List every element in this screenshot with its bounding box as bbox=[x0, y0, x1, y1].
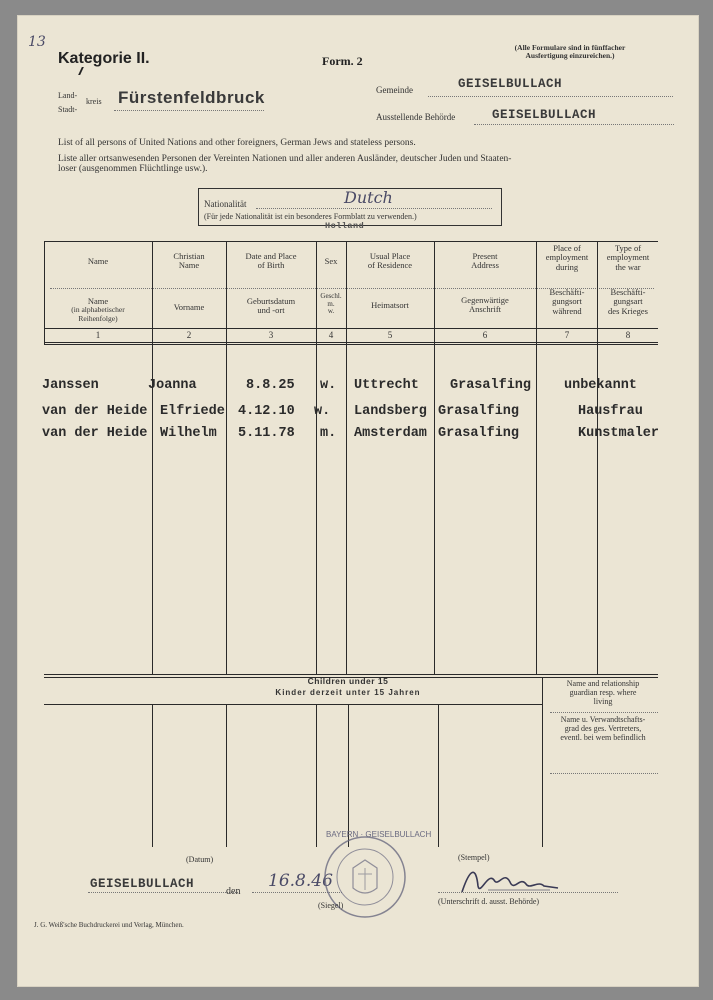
col-number-6: 6 bbox=[482, 330, 488, 340]
col-header-name-de: Name (in alphabetischer Reihenfolge) bbox=[71, 296, 125, 323]
col-line-0 bbox=[44, 241, 45, 344]
col-header-name-en: Name bbox=[87, 256, 109, 266]
kreis-dotted-line bbox=[114, 110, 264, 111]
children-heading-de: Kinder derzeit unter 15 Jahren bbox=[275, 688, 421, 697]
col-header-residence-de: Heimatsort bbox=[371, 300, 409, 310]
row-address: Grasalfing bbox=[438, 426, 520, 441]
child-col-line-1 bbox=[152, 704, 153, 847]
land-label: Land- bbox=[58, 91, 78, 100]
children-header-border bbox=[44, 704, 542, 705]
form-sheet bbox=[18, 16, 698, 986]
row-firstname: Elfriede bbox=[160, 404, 225, 419]
row-birth: 8.8.25 bbox=[246, 378, 295, 393]
col-header-address-en: Present Address bbox=[471, 251, 499, 271]
child-col-line-5 bbox=[438, 704, 439, 847]
col-header-address-de: Gegenwärtige Anschrift bbox=[461, 295, 509, 315]
col-line-2 bbox=[226, 241, 227, 674]
form-category-title: Kategorie II. bbox=[58, 50, 150, 67]
table-numbers-border bbox=[44, 342, 658, 343]
check-mark-icon bbox=[78, 67, 94, 75]
place-dotted-line bbox=[88, 892, 238, 893]
row-sex: m. bbox=[320, 426, 337, 441]
row-residence: Uttrecht bbox=[354, 378, 419, 393]
col-header-residence-en: Usual Place of Residence bbox=[367, 251, 413, 271]
col-header-birth-de: Geburtsdatum und -ort bbox=[246, 296, 296, 316]
stamp-label: (Stempel) bbox=[458, 853, 490, 862]
form-number: Form. 2 bbox=[322, 54, 363, 68]
table-top-border bbox=[44, 241, 658, 242]
signature-label: (Unterschrift d. ausst. Behörde) bbox=[438, 897, 540, 906]
gemeinde-value: GEISELBULLACH bbox=[458, 77, 563, 91]
guardian-dotted-line bbox=[550, 773, 658, 774]
guardian-header-de: Name u. Verwandtschafts- grad des ges. Vertreters, eventl. bei wem befindlich bbox=[560, 715, 646, 742]
date-label: (Datum) bbox=[186, 855, 214, 864]
col-header-worktype-de: Beschäfti- gungsart des Krieges bbox=[608, 287, 648, 316]
col-line-6 bbox=[536, 241, 537, 674]
col-header-birth-en: Date and Place of Birth bbox=[245, 251, 297, 271]
child-col-line-3 bbox=[316, 704, 317, 847]
col-header-workplace-en: Place of employment during bbox=[545, 243, 589, 272]
stadt-label: Stadt- bbox=[58, 105, 78, 114]
seal-label: (Siegel) bbox=[318, 901, 344, 910]
row-occupation: unbekannt bbox=[564, 378, 637, 393]
col-number-1: 1 bbox=[95, 330, 101, 340]
col-number-3: 3 bbox=[268, 330, 274, 340]
row-occupation: Hausfrau bbox=[578, 404, 643, 419]
col-line-3 bbox=[316, 241, 317, 674]
col-header-sex-en: Sex bbox=[324, 256, 338, 266]
row-name: Janssen bbox=[42, 378, 99, 393]
child-col-line-4 bbox=[348, 704, 349, 847]
place-signed: GEISELBULLACH bbox=[90, 877, 195, 891]
den-label: den bbox=[226, 886, 241, 897]
guardian-divider bbox=[550, 712, 658, 713]
nationality-dotted-line bbox=[256, 208, 492, 209]
guardian-header-en: Name and relationship guardian resp. where living bbox=[566, 679, 640, 706]
signature-dotted-line bbox=[438, 892, 618, 893]
col-header-firstname-en: Christian Name bbox=[173, 251, 205, 271]
intro-english: List of all persons of United Nations and other foreigners, German Jews and stateless persons. bbox=[58, 138, 416, 148]
margin-note: 13 bbox=[28, 34, 46, 50]
nationality-handwritten: Dutch bbox=[344, 188, 393, 207]
row-birth: 5.11.78 bbox=[238, 426, 295, 441]
date-signed: 16.8.46 bbox=[268, 871, 333, 891]
row-name: van der Heide bbox=[42, 426, 148, 441]
row-name: van der Heide bbox=[42, 404, 148, 419]
row-address: Grasalfing bbox=[450, 378, 532, 393]
children-heading-en: Children under 15 bbox=[307, 676, 389, 686]
col-line-4 bbox=[346, 241, 347, 674]
table-header-border bbox=[44, 328, 658, 329]
col-header-worktype-en: Type of employment the war bbox=[606, 243, 650, 272]
col-number-5: 5 bbox=[387, 330, 393, 340]
kreis-value: Fürstenfeldbruck bbox=[118, 88, 265, 107]
row-residence: Landsberg bbox=[354, 404, 427, 419]
gemeinde-dotted-line bbox=[428, 96, 673, 97]
behoerde-dotted-line bbox=[474, 124, 674, 125]
col-header-firstname-de: Vorname bbox=[173, 302, 205, 312]
behoerde-label: Ausstellende Behörde bbox=[376, 112, 456, 122]
seal-text: BAYERN · GEISELBULLACH bbox=[326, 830, 432, 839]
col-number-2: 2 bbox=[186, 330, 192, 340]
row-firstname: Wilhelm bbox=[160, 426, 217, 441]
kreis-label: kreis bbox=[86, 97, 102, 106]
row-occupation: Kunstmaler bbox=[578, 426, 660, 441]
printer-imprint: J. G. Weiß'sche Buchdruckerei und Verlag, München. bbox=[34, 921, 184, 929]
col-number-7: 7 bbox=[564, 330, 570, 340]
table-bottom-border bbox=[44, 674, 658, 675]
col-line-5 bbox=[434, 241, 435, 674]
gemeinde-label: Gemeinde bbox=[376, 85, 413, 95]
row-sex: w. bbox=[314, 404, 331, 419]
child-col-line-2 bbox=[226, 704, 227, 847]
behoerde-value: GEISELBULLACH bbox=[492, 108, 597, 122]
table-numbers-border-double bbox=[44, 344, 658, 345]
intro-german: Liste aller ortsanwesenden Personen der Vereinten Nationen und aller anderen Ausländer, deutscher Juden und Staaten- loser (ausgenommen Flüchtlinge usw.). bbox=[58, 154, 512, 175]
copies-note: (Alle Formulare sind in fünffacher Ausfertigung einzureichen.) bbox=[514, 43, 626, 60]
nationality-label: Nationalität bbox=[204, 199, 247, 209]
col-number-8: 8 bbox=[625, 330, 631, 340]
guardian-column-line bbox=[542, 677, 543, 847]
nationality-note: (Für jede Nationalität ist ein besonderes Formblatt zu verwenden.) bbox=[204, 212, 417, 221]
col-line-1 bbox=[152, 241, 153, 674]
row-firstname: Joanna bbox=[148, 378, 197, 393]
col-header-workplace-de: Beschäfti- gungsort während bbox=[549, 287, 585, 316]
row-address: Grasalfing bbox=[438, 404, 520, 419]
row-residence: Amsterdam bbox=[354, 426, 427, 441]
row-sex: w. bbox=[320, 378, 337, 393]
signature-icon bbox=[458, 862, 568, 902]
nationality-typed: Holland bbox=[325, 221, 365, 231]
row-birth: 4.12.10 bbox=[238, 404, 295, 419]
col-number-4: 4 bbox=[328, 330, 334, 340]
col-header-sex-de: Geschl. m. w. bbox=[320, 292, 342, 316]
